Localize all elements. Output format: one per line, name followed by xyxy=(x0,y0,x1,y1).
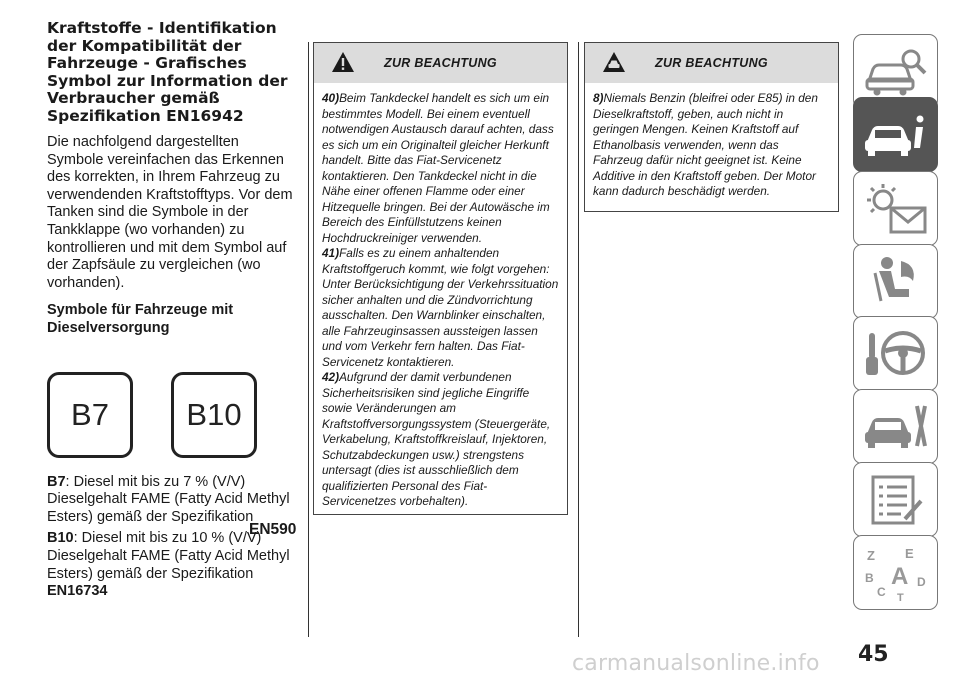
car-service-icon xyxy=(861,398,931,456)
warning-box-title: ZUR BEACHTUNG xyxy=(384,56,497,70)
tab-alphabet-index[interactable] xyxy=(853,535,938,610)
warning-lights-icon xyxy=(861,180,931,238)
warning-item xyxy=(322,91,559,246)
car-search-icon xyxy=(861,43,931,101)
warning-item-text: Niemals Benzin (bleifrei oder E85) in den Dieselkraftstoff, geben, auch nicht in geringen Mengen. Keinen Kraftstoff auf Ethanolbasis verwenden, wenn das Fahrzeug dafür nicht geeignet ist. Keine Additive in den Kraftstoff geben. Der Motor kann dadurch beschädigt werden. xyxy=(593,91,818,198)
definition-b10-term: B10 xyxy=(47,530,74,547)
warning-box-fuel-safety xyxy=(313,42,568,515)
steering-wheel-icon xyxy=(861,325,931,383)
warning-box-engine-damage xyxy=(584,42,839,212)
tab-warning-lights[interactable] xyxy=(853,171,938,246)
fuel-symbols xyxy=(47,338,299,470)
tab-checklist[interactable] xyxy=(853,462,938,537)
definition-b10 xyxy=(47,530,299,600)
warning-box-body xyxy=(585,83,838,210)
definition-b7-text: : Diesel mit bis zu 7 % (V/V) Dieselgehalt FAME (Fatty Acid Methyl Esters) gemäß der Spezifikation xyxy=(47,473,290,525)
airbag-seat-icon xyxy=(861,253,931,311)
fuel-symbol-b7-label: B7 xyxy=(71,396,109,432)
page-number: 45 xyxy=(858,642,889,667)
tab-steering-wheel[interactable] xyxy=(853,316,938,391)
tab-airbag-seat[interactable] xyxy=(853,244,938,319)
warning-item-text: Aufgrund der damit verbundenen Sicherheitsrisiken sind jegliche Eingriffe sowie Veränderungen am Kraftstoffversorgungssystem (Steuergeräte, Verkabelung, Kraftstoffkreislauf, Injektoren, Schutzabdeckungen usw.) strengstens untersagt (dies ist ausschließlich dem qualifizierten Personal des Fiat-Servicenetzes vorbehalten). xyxy=(322,370,551,508)
alphabet-index-icon xyxy=(861,544,931,602)
svg-text:C: C xyxy=(876,584,886,599)
svg-text:A: A xyxy=(890,562,908,590)
definition-b7 xyxy=(47,474,299,527)
warning-item-number: 42) xyxy=(322,370,340,384)
warning-item-text: Falls es zu einem anhaltenden Kraftstoffgeruch kommt, wie folgt vorgehen: Unter Berücksichtigung der Verkehrssituation sicher anhalten und die Zündvorrichtung ausschalten. Den Warnblinker einschalten, alle Fahrzeuginsassen aussteigen lassen und vom Verkehr fern halten. Das Fiat-Servicenetz kontaktieren. xyxy=(322,246,559,369)
definition-b7-spec: EN590 xyxy=(249,521,297,538)
svg-text:D: D xyxy=(916,574,926,589)
warning-item xyxy=(322,370,559,510)
definition-b10-text: : Diesel mit bis zu 10 % (V/V) Dieselgehalt FAME (Fatty Acid Methyl Esters) gemäß der Spezifikation xyxy=(47,530,290,582)
definition-b10-spec: EN16734 xyxy=(47,583,108,600)
svg-text:E: E xyxy=(904,545,914,561)
warning-item-text: Beim Tankdeckel handelt es sich um ein bestimmtes Modell. Bei einem eventuell notwendigen Austausch darauf achten, dass es sich um ein Originalteil gleicher Herkunft handelt. Bitte das Fiat-Servicenetz kontaktieren. Den Tankdeckel nicht in die Nähe einer offenen Flamme oder einer Hitzequelle bringen. Bei der Autowäsche im Bereich des Einfüllstutzens keinen Hochdruckreiniger verwenden. xyxy=(322,91,554,245)
tab-car-info[interactable] xyxy=(853,97,938,172)
column-divider xyxy=(578,42,579,637)
car-info-icon xyxy=(861,106,931,164)
column-divider xyxy=(308,42,309,637)
warning-item-number: 41) xyxy=(322,246,340,260)
warning-box-body xyxy=(314,83,567,520)
main-column xyxy=(47,20,299,601)
warning-box-header xyxy=(314,43,567,83)
svg-text:Z: Z xyxy=(866,547,875,563)
definition-b7-term: B7 xyxy=(47,473,66,490)
diesel-subheading: Symbole für Fahrzeuge mit Dieselversorgung xyxy=(47,302,234,336)
warning-box-header xyxy=(585,43,838,83)
warning-item xyxy=(322,246,559,370)
page-heading: Kraftstoffe - Identifikation der Kompatibilität der Fahrzeuge - Grafisches Symbol zur Information der Verbraucher gemäß Spezifikation EN16942 xyxy=(47,19,288,125)
warning-box-title: ZUR BEACHTUNG xyxy=(655,56,768,70)
warning-item-number: 8) xyxy=(593,91,604,105)
watermark: carmanualsonline.info xyxy=(572,651,820,676)
checklist-icon xyxy=(861,471,931,529)
intro-paragraph: Die nachfolgend dargestellten Symbole vereinfachen das Erkennen des korrekten, in Ihrem Fahrzeug zu verwendenden Kraftstofftyps. Vor dem Tanken sind die Symbole in der Tankklappe (wo vorhanden) zu kontrollieren und mit dem Symbol auf der Zapfsäule zu vergleichen (wo vorhanden). xyxy=(47,134,293,291)
warning-item-number: 40) xyxy=(322,91,340,105)
fuel-symbol-b10 xyxy=(171,372,257,458)
fuel-symbol-b10-label: B10 xyxy=(186,396,242,432)
fuel-symbol-b7 xyxy=(47,372,133,458)
tab-car-service[interactable] xyxy=(853,389,938,464)
svg-text:B: B xyxy=(864,570,874,585)
warning-item xyxy=(593,91,830,200)
svg-text:T: T xyxy=(896,591,904,602)
